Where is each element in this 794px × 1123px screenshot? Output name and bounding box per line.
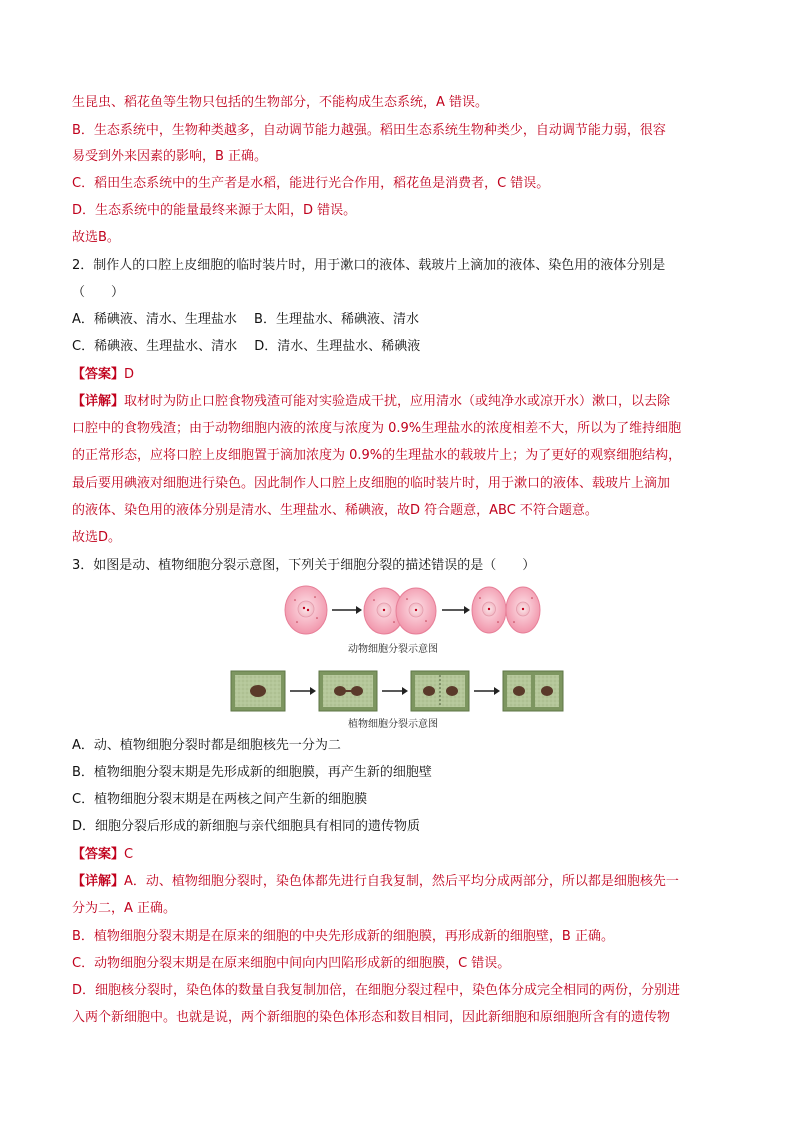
q2-options-ab: A．稀碘液、清水、生理盐水 B．生理盐水、稀碘液、清水 [72, 312, 419, 327]
q1-option-b-analysis-line1: B．生态系统中，生物种类越多，自动调节能力越强。稻田生态系统生物种类少，自动调节能力弱，很容 [72, 123, 666, 138]
q3-detail-a-line2: 分为二，A 正确。 [72, 901, 177, 916]
q3-detail-d-line1: D．细胞核分裂时，染色体的数量自我复制加倍，在细胞分裂过程中，染色体分成完全相同的两份，分别进 [72, 983, 681, 998]
q3-detail-a-line1 [72, 872, 732, 892]
q3-answer [72, 845, 732, 865]
q2-answer [72, 365, 732, 385]
plant-cell-stage3 [411, 671, 469, 711]
detail-label: 【详解】 [72, 874, 125, 889]
q2-detail-line3: 的正常形态，应将口腔上皮细胞置于滴加浓度为 0.9%的生理盐水的载玻片上；为了更好的观察细胞结构， [72, 448, 682, 463]
plant-cell-stage1 [231, 671, 285, 711]
q3-detail-c: C．动物细胞分裂末期是在原来细胞中间向内凹陷形成新的细胞膜，C 错误。 [72, 956, 511, 971]
plant-cell-stage4 [503, 671, 563, 711]
q3-option-d: D．细胞分裂后形成的新细胞与亲代细胞具有相同的遗传物质 [72, 819, 421, 834]
arrow-4 [382, 687, 408, 695]
q3-option-a: A．动、植物细胞分裂时都是细胞核先一分为二 [72, 738, 341, 753]
q3-option-b: B．植物细胞分裂末期是先形成新的细胞膜，再产生新的细胞壁 [72, 765, 432, 780]
detail-label: 【详解】 [72, 394, 125, 409]
q2-detail-line5: 的液体、染色用的液体分别是清水、生理盐水、稀碘液，故D 符合题意，ABC 不符合题意。 [72, 503, 598, 518]
q1-option-d-analysis: D．生态系统中的能量最终来源于太阳，D 错误。 [72, 203, 357, 218]
q2-conclusion: 故选D。 [72, 530, 122, 545]
q3-stem: 3．如图是动、植物细胞分裂示意图，下列关于细胞分裂的描述错误的是（ ） [72, 558, 536, 573]
answer-value: D [124, 367, 135, 382]
q1-option-c-analysis: C．稻田生态系统中的生产者是水稻，能进行光合作用，稻花鱼是消费者，C 错误。 [72, 176, 550, 191]
animal-figure-caption: 动物细胞分裂示意图 [348, 644, 438, 655]
animal-cell-stage3 [472, 587, 540, 633]
arrow-1 [332, 606, 362, 614]
animal-cell-stage1 [285, 586, 327, 634]
detail-text: A．动、植物细胞分裂时，染色体都先进行自我复制，然后平均分成两部分，所以都是细胞核先一 [124, 874, 679, 889]
q1-option-b-analysis-line2: 易受到外来因素的影响，B 正确。 [72, 149, 268, 164]
animal-cell-stage2 [364, 588, 436, 634]
plant-cell-stage2 [319, 671, 377, 711]
q2-stem-line2: （ ） [72, 285, 125, 300]
arrow-3 [290, 687, 316, 695]
q2-detail-line4: 最后要用碘液对细胞进行染色。因此制作人口腔上皮细胞的临时装片时，用于漱口的液体、载玻片上滴加 [72, 476, 671, 491]
q2-detail-line1 [72, 392, 732, 412]
plant-cell-division-figure [230, 668, 566, 714]
answer-label: 【答案】 [72, 847, 125, 862]
q2-stem-line1: 2．制作人的口腔上皮细胞的临时装片时，用于漱口的液体、载玻片上滴加的液体、染色用的液体分别是 [72, 258, 666, 273]
q1-analysis-continued: 生昆虫、稻花鱼等生物只包括的生物部分，不能构成生态系统，A 错误。 [72, 95, 489, 110]
q2-detail-line2: 口腔中的食物残渣；由于动物细胞内液的浓度与浓度为 0.9%生理盐水的浓度相差不大，所以为了维持细胞 [72, 421, 682, 436]
q3-detail-b: B．植物细胞分裂末期是在原来的细胞的中央先形成新的细胞膜，再形成新的细胞壁，B 正确。 [72, 929, 614, 944]
answer-label: 【答案】 [72, 367, 125, 382]
plant-figure-caption: 植物细胞分裂示意图 [348, 719, 438, 730]
q1-conclusion: 故选B。 [72, 230, 120, 245]
arrow-2 [442, 606, 470, 614]
animal-cell-division-figure [282, 582, 542, 640]
q3-option-c: C．植物细胞分裂末期是在两核之间产生新的细胞膜 [72, 792, 368, 807]
answer-value: C [124, 847, 134, 862]
arrow-5 [474, 687, 500, 695]
q2-options-cd: C．稀碘液、生理盐水、清水 D．清水、生理盐水、稀碘液 [72, 339, 421, 354]
q3-detail-d-line2: 入两个新细胞中。也就是说，两个新细胞的染色体形态和数目相同，因此新细胞和原细胞所含有的遗传物 [72, 1010, 671, 1025]
detail-text: 取材时为防止口腔食物残渣可能对实验造成干扰，应用清水（或纯净水或凉开水）漱口，以去除 [124, 394, 671, 409]
